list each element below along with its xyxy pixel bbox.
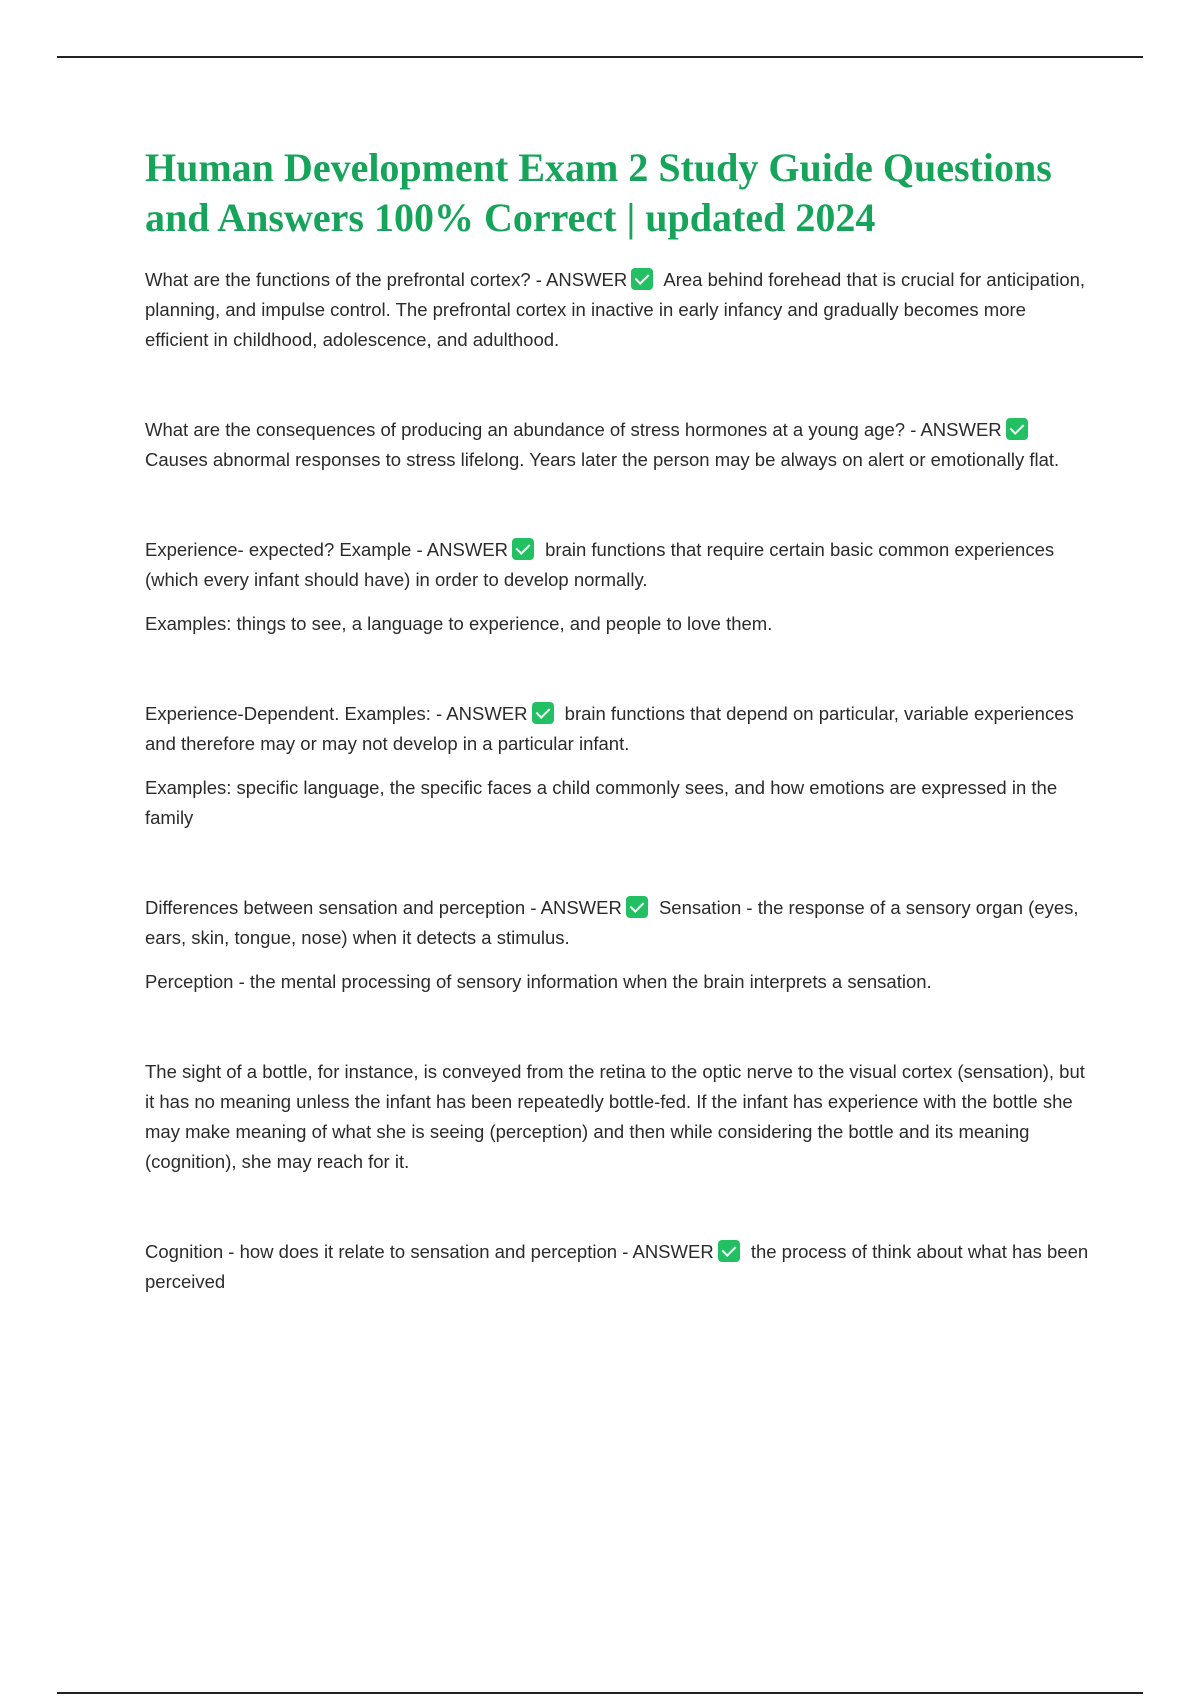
- examples-paragraph: Examples: things to see, a language to experience, and people to love them.: [145, 613, 773, 634]
- bottle-example-paragraph: The sight of a bottle, for instance, is conveyed from the retina to the optic nerve to the visual cortex (sensation), but it has no meaning unless the infant has been repeatedly bottle-fed. If the infant has experience with the bottle she may make meaning of what she is seeing (perception) and then while considering the bottle and its meaning (cognition), she may reach for it.: [145, 1061, 1085, 1172]
- question-text: Differences between sensation and perception: [145, 897, 526, 918]
- answer-marker: - ANSWER: [436, 703, 528, 724]
- qa-item-1: [145, 265, 1090, 355]
- qa-item-5: [145, 893, 1090, 953]
- question-text: Experience-Dependent. Examples:: [145, 703, 431, 724]
- checkmark-icon: [512, 538, 534, 560]
- question-text: Experience- expected? Example: [145, 539, 412, 560]
- answer-text: brain functions that depend on particular, variable experiences and therefore may or may not develop in a particular infant.: [145, 703, 1074, 754]
- question-text: What are the consequences of producing an abundance of stress hormones at a young age?: [145, 419, 906, 440]
- answer-text: brain functions that require certain basic common experiences (which every infant should have) in order to develop normally.: [145, 539, 1055, 590]
- question-text: What are the functions of the prefrontal cortex?: [145, 269, 531, 290]
- checkmark-icon: [631, 268, 653, 290]
- answer-text: Area behind forehead that is crucial for anticipation, planning, and impulse control. The prefrontal cortex in inactive in early infancy and gradually becomes more efficient in childhood, adolescence, and adulthood.: [145, 269, 1086, 350]
- qa-item-2: [145, 415, 1090, 475]
- answer-marker: - ANSWER: [416, 539, 508, 560]
- answer-text: Sensation - the response of a sensory organ (eyes, ears, skin, tongue, nose) when it detects a stimulus.: [145, 897, 1079, 948]
- checkmark-icon: [718, 1240, 740, 1262]
- answer-text: Causes abnormal responses to stress lifelong. Years later the person may be always on alert or emotionally flat.: [145, 449, 1060, 470]
- answer-marker: - ANSWER: [622, 1241, 714, 1262]
- answer-marker: - ANSWER: [535, 269, 628, 290]
- checkmark-icon: [532, 702, 554, 724]
- question-text: Cognition - how does it relate to sensation and perception: [145, 1241, 618, 1262]
- qa-item-4: [145, 699, 1090, 759]
- answer-text: the process of think about what has been perceived: [145, 1241, 1089, 1292]
- top-rule: [57, 56, 1143, 58]
- answer-marker: - ANSWER: [910, 419, 1002, 440]
- document-body: [145, 143, 1090, 1297]
- checkmark-icon: [626, 896, 648, 918]
- perception-paragraph: Perception - the mental processing of sensory information when the brain interprets a sensation.: [145, 971, 932, 992]
- qa-item-3: [145, 535, 1090, 595]
- bottom-rule: [57, 1692, 1143, 1694]
- checkmark-icon: [1006, 418, 1028, 440]
- page-title: Human Development Exam 2 Study Guide Questions and Answers 100% Correct | updated 2024: [145, 145, 1052, 240]
- examples-paragraph: Examples: specific language, the specific faces a child commonly sees, and how emotions are expressed in the family: [145, 777, 1058, 828]
- qa-item-6: [145, 1237, 1090, 1297]
- answer-marker: - ANSWER: [530, 897, 622, 918]
